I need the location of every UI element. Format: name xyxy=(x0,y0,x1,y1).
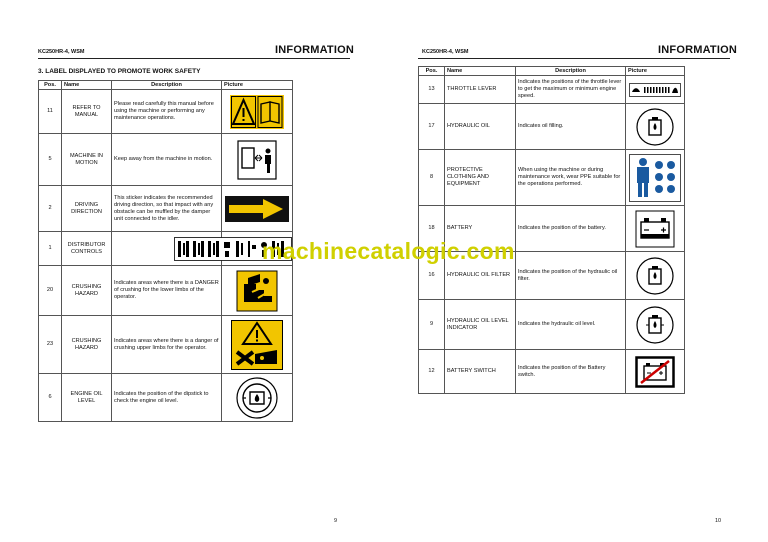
row-description: This sticker indicates the recommended driving direction, so that impact with any obstacle can be muffled by the damper unit connected to the idler. xyxy=(112,186,222,232)
table-row xyxy=(39,90,293,134)
label-table-left xyxy=(38,80,293,422)
table-row xyxy=(39,186,293,232)
row-description: Indicates areas where there is a DANGER of crushing for the lower limbs of the operator. xyxy=(112,266,222,316)
col-picture: Picture xyxy=(222,81,293,90)
right-page xyxy=(384,0,768,542)
row-picture xyxy=(222,134,293,186)
col-description: Description xyxy=(516,67,626,76)
row-pos: 5 xyxy=(39,134,62,186)
oil-level-icon xyxy=(635,305,675,345)
oil-filter-icon xyxy=(635,256,675,296)
row-pos: 12 xyxy=(419,350,445,394)
row-picture xyxy=(626,206,685,252)
row-name: DRIVING DIRECTION xyxy=(62,186,112,232)
model-label: KC250HR-4, WSM xyxy=(422,49,469,55)
row-name: HYDRAULIC OIL LEVEL INDICATOR xyxy=(445,300,516,350)
row-name: PROTECTIVE CLOTHING AND EQUIPMENT xyxy=(445,150,516,206)
row-pos: 11 xyxy=(39,90,62,134)
row-picture xyxy=(222,316,293,374)
table-row xyxy=(419,104,685,150)
row-picture xyxy=(626,300,685,350)
row-name: BATTERY SWITCH xyxy=(445,350,516,394)
row-name: THROTTLE LEVER xyxy=(445,76,516,104)
crushing-upper-icon xyxy=(231,320,283,370)
table-header-row xyxy=(419,67,685,76)
col-pos: Pos. xyxy=(419,67,445,76)
row-picture xyxy=(626,104,685,150)
row-picture xyxy=(626,150,685,206)
row-pos: 18 xyxy=(419,206,445,252)
battery-icon xyxy=(635,210,675,248)
header-rule xyxy=(418,58,730,59)
section-title: 3. LABEL DISPLAYED TO PROMOTE WORK SAFETY xyxy=(38,68,201,75)
crushing-lower-icon xyxy=(236,270,278,312)
row-name: MACHINE IN MOTION xyxy=(62,134,112,186)
row-picture xyxy=(222,186,293,232)
row-pos: 2 xyxy=(39,186,62,232)
direction-arrow-icon xyxy=(225,196,289,222)
row-pos: 1 xyxy=(39,232,62,266)
row-picture xyxy=(222,266,293,316)
page-title: INFORMATION xyxy=(658,44,737,56)
row-pos: 13 xyxy=(419,76,445,104)
table-row xyxy=(419,350,685,394)
row-name: HYDRAULIC OIL FILTER xyxy=(445,252,516,300)
warning-manual-icon xyxy=(230,95,284,129)
row-picture xyxy=(222,374,293,422)
row-pos: 20 xyxy=(39,266,62,316)
row-name: CRUSHING HAZARD xyxy=(62,266,112,316)
page-number: 9 xyxy=(334,518,338,524)
row-description: Indicates the position of the Battery switch. xyxy=(516,350,626,394)
row-pos: 8 xyxy=(419,150,445,206)
ppe-icon xyxy=(629,154,681,202)
row-name: DISTRIBUTOR CONTROLS xyxy=(62,232,112,266)
machine-motion-icon xyxy=(237,140,277,180)
row-description: When using the machine or during maintenance work, wear PPE suitable for the operations performed. xyxy=(516,150,626,206)
row-name: HYDRAULIC OIL xyxy=(445,104,516,150)
col-picture: Picture xyxy=(626,67,685,76)
label-table-right xyxy=(418,66,685,394)
row-pos: 6 xyxy=(39,374,62,422)
table-row xyxy=(39,374,293,422)
table-row xyxy=(39,266,293,316)
throttle-icon xyxy=(629,83,681,97)
row-name: REFER TO MANUAL xyxy=(62,90,112,134)
row-description: Please read carefully this manual before using the machine or performing any maintenance operations. xyxy=(112,90,222,134)
page-number: 10 xyxy=(715,518,722,524)
page-title: INFORMATION xyxy=(275,44,354,56)
row-name: CRUSHING HAZARD xyxy=(62,316,112,374)
table-row xyxy=(39,232,293,266)
col-name: Name xyxy=(445,67,516,76)
table-row xyxy=(419,150,685,206)
row-name: BATTERY xyxy=(445,206,516,252)
col-description: Description xyxy=(112,81,222,90)
row-description: Keep away from the machine in motion. xyxy=(112,134,222,186)
row-pos: 17 xyxy=(419,104,445,150)
table-row xyxy=(419,300,685,350)
row-pos: 16 xyxy=(419,252,445,300)
watermark: machinecatalogic.com xyxy=(262,238,515,264)
row-description: Indicates the hydraulic oil level. xyxy=(516,300,626,350)
engine-oil-icon xyxy=(235,376,279,420)
row-description: Indicates the position of the battery. xyxy=(516,206,626,252)
hydraulic-oil-icon xyxy=(635,107,675,147)
battery-switch-icon xyxy=(635,356,675,388)
row-picture xyxy=(626,350,685,394)
row-pos: 9 xyxy=(419,300,445,350)
row-pos: 23 xyxy=(39,316,62,374)
table-row xyxy=(39,134,293,186)
model-label: KC250HR-4, WSM xyxy=(38,49,85,55)
table-header-row xyxy=(39,81,293,90)
table-row xyxy=(419,76,685,104)
row-name: ENGINE OIL LEVEL xyxy=(62,374,112,422)
row-picture xyxy=(626,252,685,300)
table-row xyxy=(39,316,293,374)
row-description: Indicates the position of the dipstick to check the engine oil level. xyxy=(112,374,222,422)
row-description: Indicates oil filling. xyxy=(516,104,626,150)
row-picture xyxy=(626,76,685,104)
col-pos: Pos. xyxy=(39,81,62,90)
header-rule xyxy=(38,58,350,59)
col-name: Name xyxy=(62,81,112,90)
row-description: Indicates the positions of the throttle lever to get the maximum or minimum engine speed. xyxy=(516,76,626,104)
row-description: Indicates the position of the hydraulic oil filter. xyxy=(516,252,626,300)
row-picture xyxy=(222,90,293,134)
row-description: Indicates areas where there is a danger of crushing upper limbs for the operator. xyxy=(112,316,222,374)
